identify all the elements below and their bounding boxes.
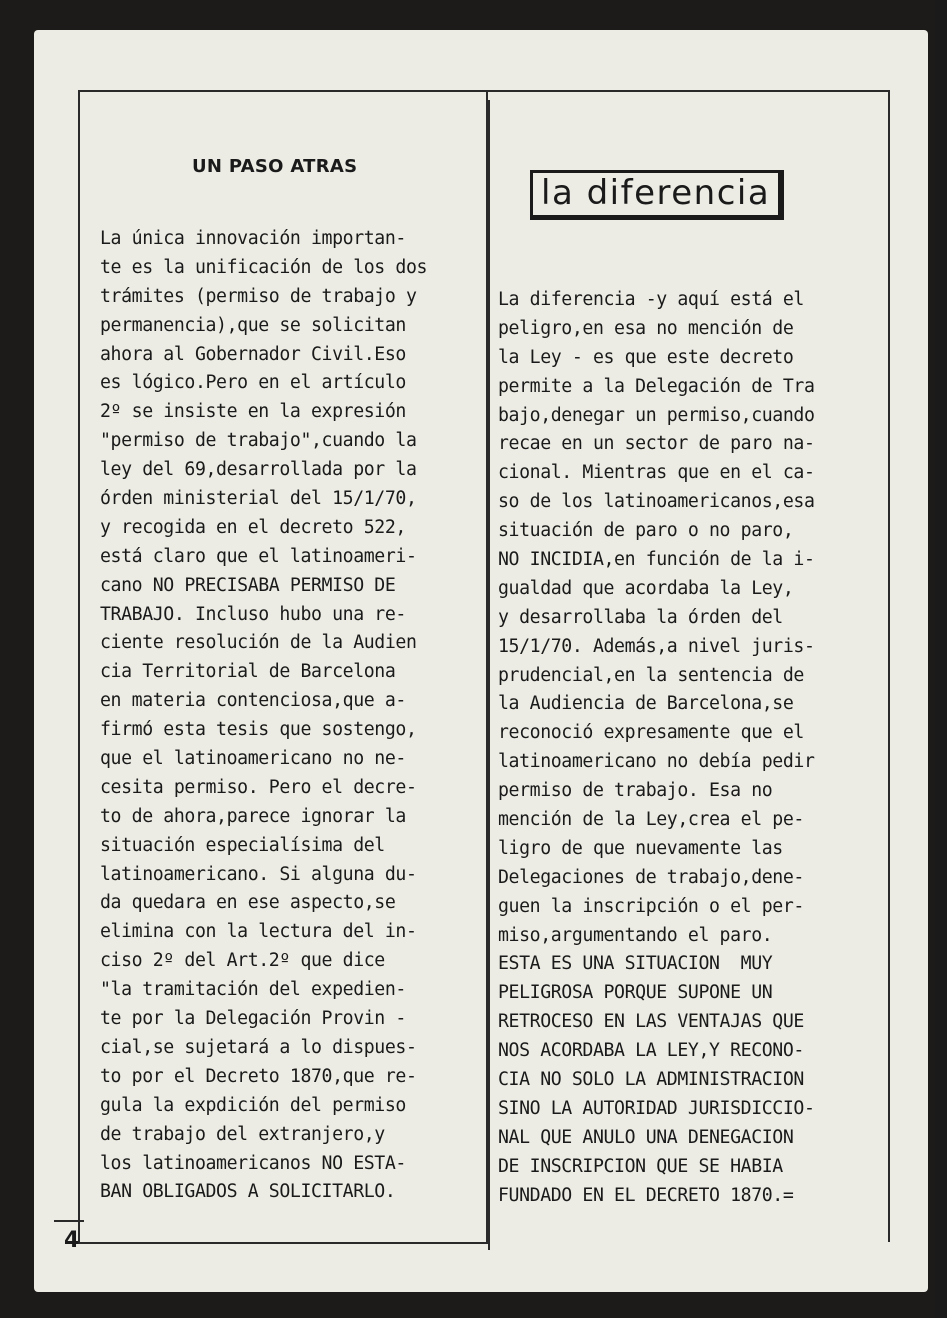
left-headline: UN PASO ATRAS [192, 156, 358, 177]
text-line: 2º se insiste en la expresión [100, 401, 406, 423]
binding-edge [935, 0, 947, 1318]
text-line: permiso de trabajo. Esa no [498, 780, 773, 802]
text-line: gula la expdición del permiso [100, 1094, 406, 1116]
right-column-text [498, 286, 815, 1211]
text-line: to de ahora,parece ignorar la [100, 805, 406, 827]
text-line: permite a la Delegación de Tra [498, 375, 815, 397]
text-line: ciente resolución de la Audien [100, 632, 417, 654]
text-line: mención de la Ley,crea el pe- [498, 809, 804, 831]
text-line: ley del 69,desarrollada por la [100, 459, 417, 481]
text-line: de trabajo del extranjero,y [100, 1123, 385, 1145]
text-line: NO INCIDIA,en función de la i- [498, 549, 815, 571]
text-line: te es la unificación de los dos [100, 256, 428, 278]
text-line: gualdad que acordaba la Ley, [498, 577, 794, 599]
text-line: ESTA ES UNA SITUACION MUY [498, 953, 773, 975]
text-line: cia Territorial de Barcelona [100, 661, 396, 683]
text-line: NAL QUE ANULO UNA DENEGACION [498, 1126, 794, 1148]
text-line: ahora al Gobernador Civil.Eso [100, 343, 406, 365]
text-line: es lógico.Pero en el artículo [100, 372, 406, 394]
text-line: DE INSCRIPCION QUE SE HABIA [498, 1155, 783, 1177]
text-line: TRABAJO. Incluso hubo una re- [100, 603, 406, 625]
text-line: La diferencia -y aquí está el [498, 289, 804, 310]
text-line: cesita permiso. Pero el decre- [100, 776, 417, 798]
text-line: firmó esta tesis que sostengo, [100, 719, 417, 741]
text-line: órden ministerial del 15/1/70, [100, 488, 417, 510]
text-line: trámites (permiso de trabajo y [100, 285, 417, 307]
footer-rule [54, 1220, 84, 1222]
text-line: da quedara en ese aspecto,se [100, 892, 396, 914]
text-line: 15/1/70. Además,a nivel juris- [498, 635, 815, 657]
text-line: situación especialísima del [100, 834, 385, 856]
text-line: PELIGROSA PORQUE SUPONE UN [498, 982, 773, 1004]
text-line: la Audiencia de Barcelona,se [498, 693, 794, 715]
text-line: prudencial,en la sentencia de [498, 664, 804, 686]
text-line: reconoció expresamente que el [498, 722, 804, 744]
text-line: so de los latinoamericanos,esa [498, 491, 815, 513]
text-line: recae en un sector de paro na- [498, 433, 815, 455]
text-line: bajo,denegar un permiso,cuando [498, 404, 815, 426]
text-line: que el latinoamericano no ne- [100, 748, 406, 770]
text-line: situación de paro o no paro, [498, 520, 794, 542]
text-line: permanencia),que se solicitan [100, 314, 406, 336]
text-line: la Ley - es que este decreto [498, 346, 794, 368]
text-line: La única innovación importan- [100, 228, 406, 249]
text-line: miso,argumentando el paro. [498, 924, 773, 946]
text-line: RETROCESO EN LAS VENTAJAS QUE [498, 1011, 804, 1033]
text-line: los latinoamericanos NO ESTA- [100, 1152, 406, 1174]
text-line: cano NO PRECISABA PERMISO DE [100, 574, 396, 596]
text-line: peligro,en esa no mención de [498, 317, 794, 339]
text-line: to por el Decreto 1870,que re- [100, 1065, 417, 1087]
text-line: guen la inscripción o el per- [498, 895, 804, 917]
right-headline: la diferencia [530, 170, 784, 220]
page-number: 4 [64, 1228, 80, 1253]
magazine-page [34, 30, 928, 1292]
text-line: y desarrollaba la órden del [498, 606, 783, 628]
text-line: SINO LA AUTORIDAD JURISDICCIO- [498, 1097, 815, 1119]
left-column-text [100, 225, 427, 1207]
text-line: está claro que el latinoameri- [100, 545, 417, 567]
text-line: FUNDADO EN EL DECRETO 1870.= [498, 1184, 794, 1206]
text-line: "permiso de trabajo",cuando la [100, 430, 417, 452]
text-line: en materia contenciosa,que a- [100, 690, 406, 712]
text-line: latinoamericano no debía pedir [498, 751, 815, 773]
text-line: "la tramitación del expedien- [100, 979, 406, 1001]
text-line: cial,se sujetará a lo dispues- [100, 1036, 417, 1058]
text-line: elimina con la lectura del in- [100, 921, 417, 943]
text-line: NOS ACORDABA LA LEY,Y RECONO- [498, 1040, 804, 1062]
text-line: cional. Mientras que en el ca- [498, 462, 815, 484]
text-line: BAN OBLIGADOS A SOLICITARLO. [100, 1181, 396, 1203]
text-line: y recogida en el decreto 522, [100, 516, 406, 538]
text-line: latinoamericano. Si alguna du- [100, 863, 417, 885]
text-line: ciso 2º del Art.2º que dice [100, 950, 385, 972]
text-line: CIA NO SOLO LA ADMINISTRACION [498, 1069, 804, 1091]
text-line: te por la Delegación Provin - [100, 1008, 406, 1030]
text-line: ligro de que nuevamente las [498, 837, 783, 859]
text-line: Delegaciones de trabajo,dene- [498, 866, 804, 888]
